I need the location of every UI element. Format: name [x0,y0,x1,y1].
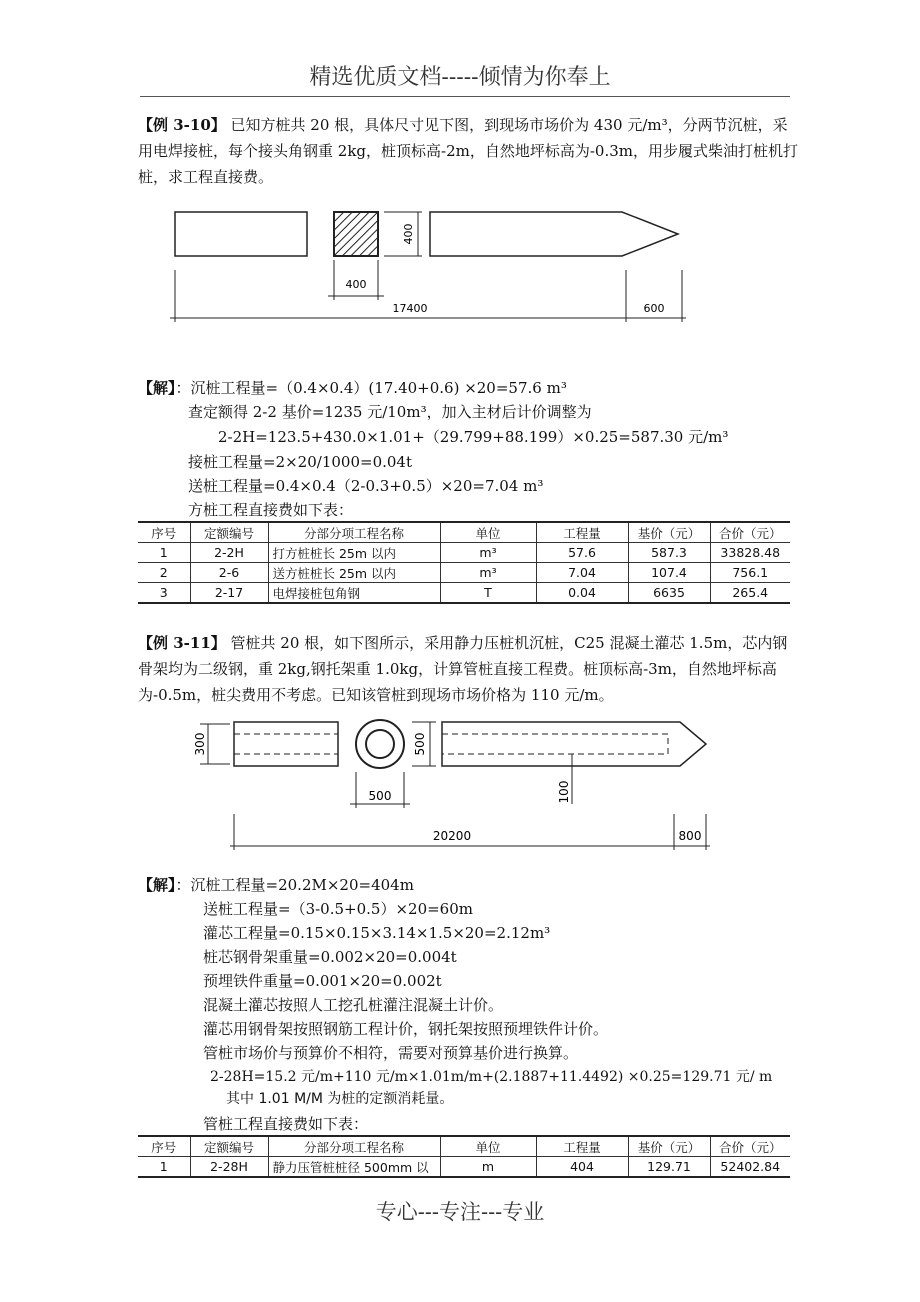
dim-length-label: 17400 [392,302,428,315]
th-price: 基价（元） [628,522,710,543]
dim-length-label: 20200 [432,829,472,843]
dim-width-label: 400 [345,278,367,291]
dim-tip-label: 600 [643,302,665,315]
dim-height-label: 500 [413,732,427,756]
table-row: 1 2-28H 静力压管桩桩径 500mm 以 m 404 129.71 52402.84 [138,1157,790,1178]
sol-3-11-line-8: 管桩市场价与预算价不相符，需要对预算基价进行换算。 [203,1044,579,1062]
figure-pipe-pile [190,712,730,852]
th-total: 合价（元） [710,522,790,543]
example-3-11-label: 【例 3-11】 [138,634,226,652]
example-3-10-body: 已知方桩共 20 根，具体尺寸见下图，到现场市场价为 430 元/m³，分两节沉桩，采用电焊接桩，每个接头角钢重 2kg，桩顶标高-2m，自然地坪标高为-0.3m，用步履式柴油打桩机打桩，求工程直接费。 [138,116,798,186]
sol-3-11-line-4: 桩芯钢骨架重量=0.002×20=0.004t [203,948,457,966]
pile-cross-section [334,212,378,256]
page-header: 精选优质文档-----倾情为你奉上 [309,65,611,90]
sol-3-11-line-3: 灌芯工程量=0.15×0.15×3.14×1.5×20=2.12m³ [203,924,551,942]
th-total: 合价（元） [710,1136,790,1157]
example-3-10-text [138,112,798,190]
sol-3-10-line-6: 方桩工程直接费如下表： [188,501,354,519]
sol-3-10-line-1 [138,376,567,400]
dim-ring-label: 500 [368,789,392,803]
sol-3-10-label: 【解】 [138,379,176,397]
header-divider [140,96,790,97]
pile-section-left [175,212,307,256]
pipe-section-right [442,722,706,766]
th-price: 基价（元） [628,1136,710,1157]
pipe-section-left [234,722,338,766]
th-unit: 单位 [440,522,536,543]
sol-3-10-line-5: 送桩工程量=0.4×0.4（2-0.3+0.5）×20=7.04 m³ [188,477,544,495]
table-3-10 [138,521,790,604]
th-index: 序号 [138,522,190,543]
dim-tip-label: 800 [678,829,702,843]
figure-square-pile [160,200,700,330]
example-3-10-label: 【例 3-10】 [138,116,226,134]
sol-3-11-line-11: 管桩工程直接费如下表： [203,1115,369,1133]
table-row: 1 2-2H 打方桩桩长 25m 以内 m³ 57.6 587.3 33828.48 [138,543,790,563]
table-3-11-header [138,1136,790,1157]
th-name: 分部分项工程名称 [268,1136,440,1157]
th-qty: 工程量 [536,522,628,543]
dim-side-label: 300 [193,732,207,756]
th-code: 定额编号 [190,1136,268,1157]
sol-3-10-line-2: 查定额得 2-2 基价=1235 元/10m³，加入主材后计价调整为 [188,403,592,421]
sol-3-11-line-10: 其中 1.01 M/M 为桩的定额消耗量。 [226,1091,454,1107]
dim-wall-label: 100 [557,780,571,804]
sol-3-10-line-3: 2-2H=123.5+430.0×1.01+（29.799+88.199）×0.25=587.30 元/m³ [218,428,729,446]
th-name: 分部分项工程名称 [268,522,440,543]
th-unit: 单位 [440,1136,536,1157]
sol-3-10-line-4: 接桩工程量=2×20/1000=0.04t [188,453,412,471]
table-3-10-header [138,522,790,543]
pile-section-right [430,212,678,256]
th-index: 序号 [138,1136,190,1157]
example-3-11-text [138,630,798,708]
table-3-11 [138,1135,790,1178]
pipe-cross-section [356,720,404,768]
example-3-11-body: 管桩共 20 根，如下图所示，采用静力压桩机沉桩，C25 混凝土灌芯 1.5m，芯内钢骨架均为二级钢，重 2kg,钢托架重 1.0kg，计算管桩直接工程费。桩顶标高-3m，自然地坪标高为-0.5m，桩尖费用不考虑。已知该管桩到现场市场价格为 110 元/m。 [138,634,788,704]
sol-3-11-label: 【解】 [138,876,176,894]
sol-3-10-text-1: ：沉桩工程量=（0.4×0.4）(17.40+0.6) ×20=57.6 m³ [175,379,567,397]
sol-3-11-line-7: 灌芯用钢骨架按照钢筋工程计价，钢托架按照预埋铁件计价。 [203,1020,609,1038]
table-row: 3 2-17 电焊接桩包角钢 T 0.04 6635 265.4 [138,583,790,604]
sol-3-11-line-2: 送桩工程量=（3-0.5+0.5）×20=60m [203,900,473,918]
sol-3-11-line-9: 2-28H=15.2 元/m+110 元/m×1.01m/m+(2.1887+11.4492) ×0.25=129.71 元/ m [210,1069,773,1085]
th-code: 定额编号 [190,522,268,543]
dim-side-label: 400 [402,223,415,245]
th-qty: 工程量 [536,1136,628,1157]
sol-3-11-line-5: 预埋铁件重量=0.001×20=0.002t [203,972,442,990]
sol-3-11-line-6: 混凝土灌芯按照人工挖孔桩灌注混凝土计价。 [203,996,504,1014]
table-row: 2 2-6 送方桩桩长 25m 以内 m³ 7.04 107.4 756.1 [138,563,790,583]
sol-3-11-text-1: ：沉桩工程量=20.2M×20=404m [175,876,414,894]
sol-3-11-line-1 [138,873,414,897]
page-footer: 专心---专注---专业 [375,1200,545,1224]
